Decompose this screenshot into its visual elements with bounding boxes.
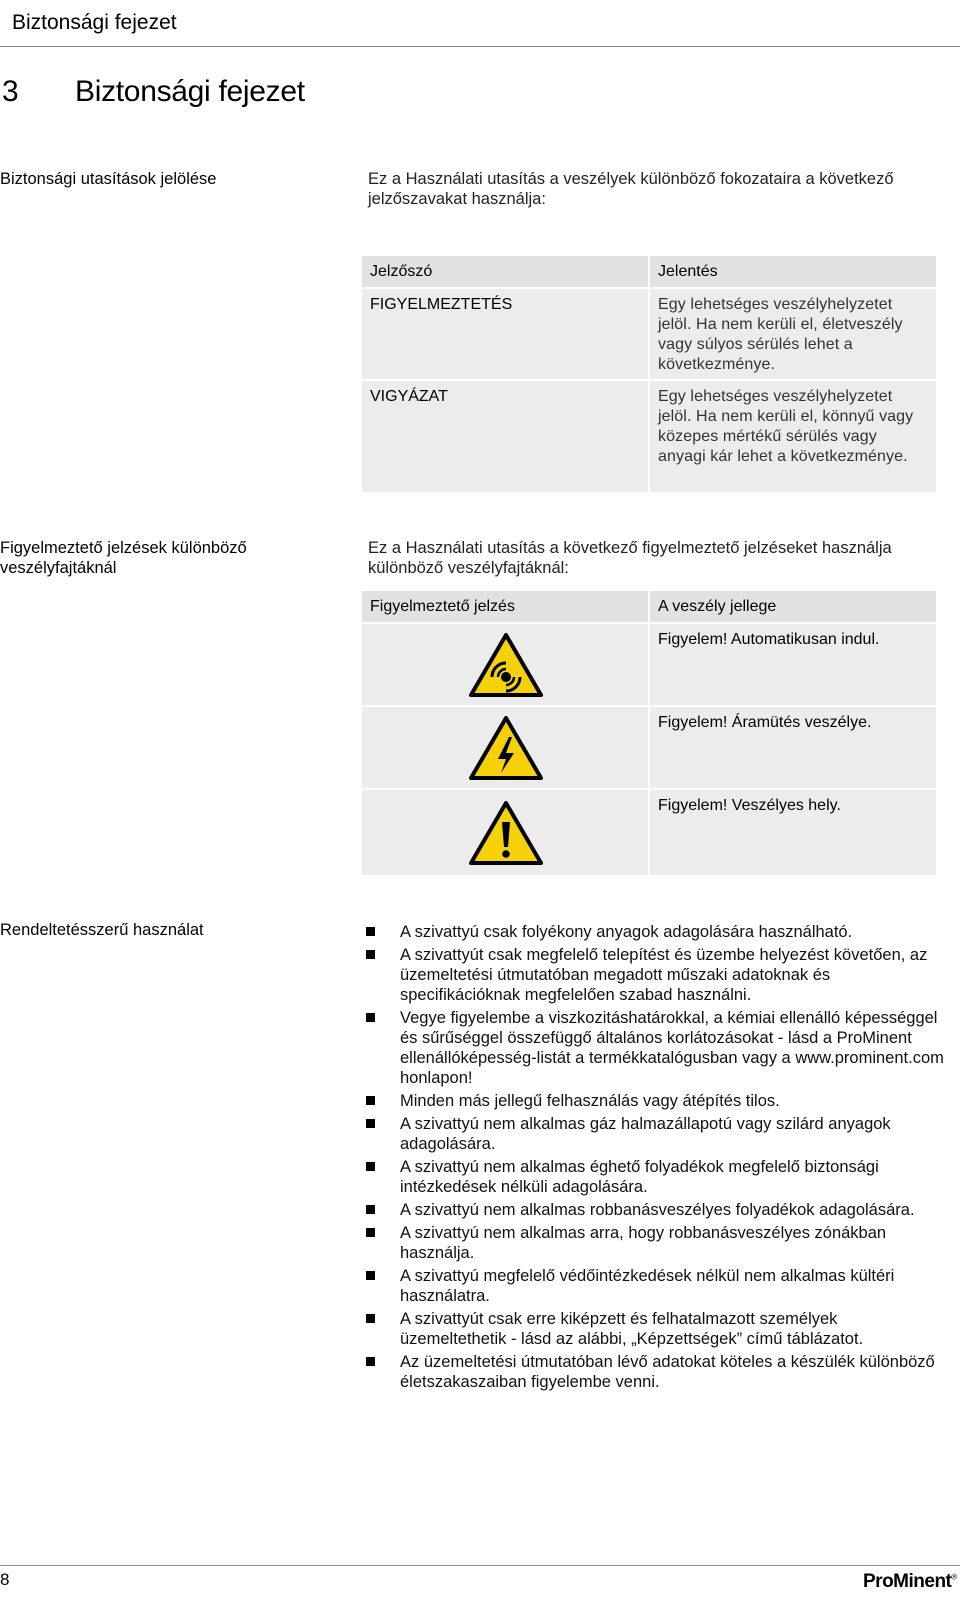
list-item bbox=[366, 1008, 946, 1088]
header-title: Biztonsági fejezet bbox=[12, 11, 177, 34]
bullet-square-icon bbox=[366, 927, 375, 936]
bullet-square-icon bbox=[366, 1119, 375, 1128]
bullet-square-icon bbox=[366, 1205, 375, 1214]
bullet-square-icon bbox=[366, 1013, 375, 1022]
list-item-text: A szivattyú nem alkalmas éghető folyadékok megfelelő biztonsági intézkedések nélküli adagolására. bbox=[400, 1158, 879, 1196]
chapter-heading bbox=[0, 75, 305, 109]
list-item bbox=[366, 1091, 946, 1111]
chapter-number: 3 bbox=[2, 75, 19, 108]
section-label-signal-words: Biztonsági utasítások jelölése bbox=[0, 170, 217, 188]
page-header bbox=[0, 0, 960, 47]
automatic-start-warning-icon bbox=[468, 632, 544, 698]
table-row-meaning bbox=[650, 289, 936, 379]
list-item-text: A szivattyú nem alkalmas robbanásveszélyes folyadékok adagolására. bbox=[400, 1201, 915, 1219]
warning-signs-table bbox=[368, 591, 956, 875]
list-item bbox=[366, 945, 946, 1005]
table-row-icon-cell bbox=[362, 790, 648, 875]
list-item-text: Vegye figyelembe a viszkozitáshatárokkal, a kémiai ellenálló képességgel és sűrűséggel összefüggő általános korlátozásokat - lásd a ProMinent ellenállóképesség-listát a termékkatalógusban vagy a www.prominent.com honlapon! bbox=[400, 1009, 944, 1087]
table-header-cell bbox=[650, 591, 936, 622]
bullet-square-icon bbox=[366, 1271, 375, 1280]
hazard-electric-shock: Figyelem! Áramütés veszélye. bbox=[658, 714, 872, 731]
list-item-text: Minden más jellegű felhasználás vagy átépítés tilos. bbox=[400, 1092, 780, 1110]
footer-divider bbox=[0, 1565, 960, 1566]
meaning-warning: Egy lehetséges veszélyhelyzetet jelöl. Ha nem kerüli el, életveszély vagy súlyos sérülés lehet a következménye. bbox=[658, 296, 903, 373]
meaning-caution: Egy lehetséges veszélyhelyzetet jelöl. Ha nem kerüli el, könnyű vagy közepes mértékű sérülés vagy anyagi kár lehet a következménye. bbox=[658, 388, 914, 465]
list-item bbox=[366, 1200, 946, 1220]
prominent-logo bbox=[863, 1571, 957, 1593]
bullet-square-icon bbox=[366, 1357, 375, 1366]
list-item-text: Az üzemeltetési útmutatóban lévő adatokat köteles a készülék különböző életszakaszaiban figyelembe venni. bbox=[400, 1353, 935, 1391]
header-warning-sign: Figyelmeztető jelzés bbox=[370, 598, 515, 615]
table-row-text-cell bbox=[650, 707, 936, 788]
list-item-text: A szivattyút csak megfelelő telepítést és üzembe helyezést követően, az üzemeltetési útmutatóban megadott műszaki adatoknak és specifikációknak megfelelően szabad használni. bbox=[400, 946, 928, 1004]
table-row-meaning bbox=[650, 381, 936, 492]
list-item-text: A szivattyú nem alkalmas arra, hogy robbanásveszélyes zónákban használja. bbox=[400, 1224, 887, 1262]
table-header-cell bbox=[362, 591, 648, 622]
list-item bbox=[366, 1266, 946, 1306]
warning-signs-intro: Ez a Használati utasítás a következő figyelmeztető jelzéseket használja különböző veszélyfajtáknál: bbox=[368, 539, 892, 577]
list-item-text: A szivattyú csak folyékony anyagok adagolására használható. bbox=[400, 923, 853, 941]
bullet-square-icon bbox=[366, 1162, 375, 1171]
electric-shock-warning-icon bbox=[468, 715, 544, 781]
hazard-automatic-start: Figyelem! Automatikusan indul. bbox=[658, 631, 880, 648]
list-item bbox=[366, 1157, 946, 1197]
list-item bbox=[366, 922, 946, 942]
signal-word-caution: VIGYÁZAT bbox=[370, 388, 448, 405]
section-label-warning-signs: Figyelmeztető jelzések különböző veszélyfajtáknál bbox=[0, 539, 247, 577]
table-header-cell bbox=[362, 256, 648, 287]
section-label-intended-use: Rendeltetésszerű használat bbox=[0, 921, 204, 939]
table-row-word bbox=[362, 381, 648, 492]
table-row-icon-cell bbox=[362, 624, 648, 705]
bullet-square-icon bbox=[366, 1314, 375, 1323]
header-hazard-type: A veszély jellege bbox=[658, 598, 777, 615]
bullet-square-icon bbox=[366, 1228, 375, 1237]
table-row-text-cell bbox=[650, 624, 936, 705]
bullet-square-icon bbox=[366, 1096, 375, 1105]
page-number: 8 bbox=[0, 1570, 10, 1589]
list-item bbox=[366, 1352, 946, 1392]
table-row-word bbox=[362, 289, 648, 379]
list-item-text: A szivattyút csak erre kiképzett és felhatalmazott személyek üzemeltethetik - lásd az alábbi, „Képzettségek” című táblázatot. bbox=[400, 1310, 864, 1348]
list-item bbox=[366, 1223, 946, 1263]
list-item bbox=[366, 1114, 946, 1154]
general-danger-warning-icon bbox=[468, 800, 544, 866]
intended-use-list bbox=[366, 922, 946, 1395]
table-header-cell bbox=[650, 256, 936, 287]
chapter-title: Biztonsági fejezet bbox=[75, 75, 305, 108]
signal-words-intro: Ez a Használati utasítás a veszélyek különböző fokozataira a következő jelzőszavakat használja: bbox=[368, 170, 894, 208]
header-meaning: Jelentés bbox=[658, 263, 718, 280]
list-item-text: A szivattyú megfelelő védőintézkedések nélkül nem alkalmas kültéri használatra. bbox=[400, 1267, 895, 1305]
hazard-danger-area: Figyelem! Veszélyes hely. bbox=[658, 797, 841, 814]
logo-text: ProMinent bbox=[863, 1571, 952, 1592]
signal-words-table bbox=[368, 256, 956, 492]
table-row-text-cell bbox=[650, 790, 936, 875]
bullet-square-icon bbox=[366, 950, 375, 959]
list-item-text: A szivattyú nem alkalmas gáz halmazállapotú vagy szilárd anyagok adagolására. bbox=[400, 1115, 891, 1153]
logo-registered-mark: ® bbox=[951, 1572, 957, 1582]
header-signal-word: Jelzőszó bbox=[370, 263, 433, 280]
list-item bbox=[366, 1309, 946, 1349]
signal-word-warning: FIGYELMEZTETÉS bbox=[370, 296, 513, 313]
table-row-icon-cell bbox=[362, 707, 648, 788]
